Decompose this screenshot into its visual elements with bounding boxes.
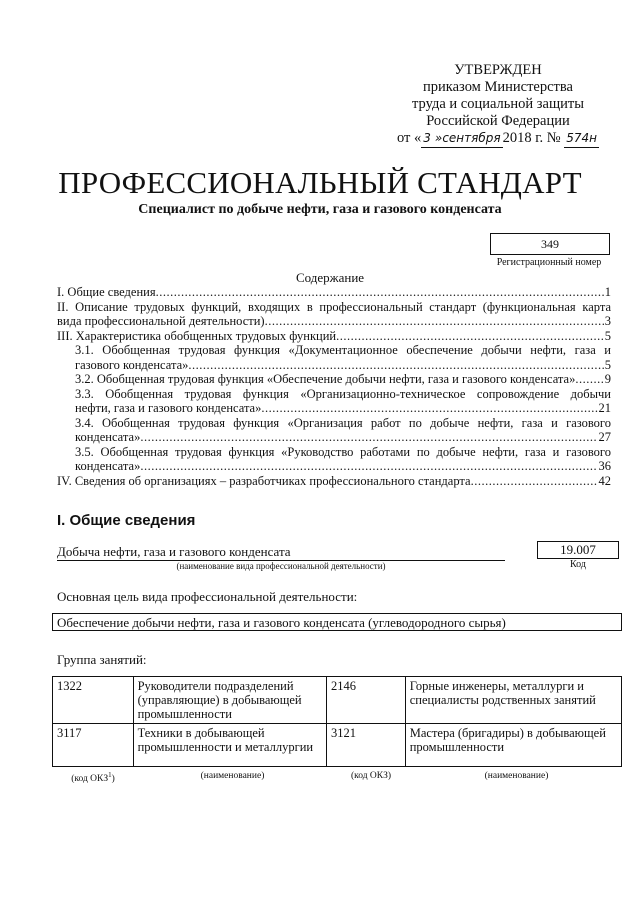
- toc-item[interactable]: 3.5. Обобщенная трудовая функция «Руководство работами по добыче нефти, газа и газового конденсата» ..... 36: [57, 445, 611, 474]
- page-title: ПРОФЕССИОНАЛЬНЫЙ СТАНДАРТ: [58, 165, 582, 200]
- activity-caption: (наименование вида профессиональной деятельности): [176, 561, 386, 571]
- table-of-contents: [57, 285, 611, 488]
- registration-number-label: Регистрационный номер: [496, 257, 602, 268]
- okz-code-cell: 3121: [327, 724, 406, 767]
- toc-item[interactable]: II. Описание трудовых функций, входящих в профессиональный стандарт (функциональная карта вида профессиональной деятельности) ..... 3: [57, 300, 611, 329]
- occupation-group-label: Группа занятий:: [57, 652, 147, 667]
- toc-item[interactable]: 3.1. Обобщенная трудовая функция «Документационное обеспечение добычи нефти, газа и газового конденсата» ..... 5: [57, 343, 611, 372]
- approval-block: [388, 62, 608, 148]
- okz-code-cell: 1322: [53, 677, 134, 724]
- toc-item[interactable]: 3.3. Обобщенная трудовая функция «Организационно-техническое сопровождение добычи нефти, газа и газового конденсата» ..... 21: [57, 387, 611, 416]
- activity-code-caption: Код: [570, 559, 586, 570]
- toc-item[interactable]: I. Общие сведения ..... 1: [57, 285, 611, 300]
- page-subtitle: Специалист по добыче нефти, газа и газового конденсата: [138, 202, 502, 217]
- handwritten-number: 574н: [564, 130, 599, 148]
- goal-box: Обеспечение добычи нефти, газа и газового конденсата (углеводородного сырья): [52, 613, 622, 631]
- approval-line: Российской Федерации: [426, 113, 570, 129]
- toc-item[interactable]: IV. Сведения об организациях – разработчиках профессионального стандарта ..... 42: [57, 474, 611, 489]
- toc-item[interactable]: III. Характеристика обобщенных трудовых функций ..... 5: [57, 329, 611, 344]
- date-prefix: от «: [396, 130, 422, 146]
- occupation-name-caption: (наименование): [484, 771, 549, 781]
- goal-label: Основная цель вида профессиональной деятельности:: [57, 589, 358, 604]
- activity-name: Добыча нефти, газа и газового конденсата: [57, 544, 505, 561]
- toc-title: Содержание: [295, 270, 365, 285]
- approval-line: труда и социальной защиты: [412, 96, 584, 112]
- approval-date-line: [388, 130, 608, 148]
- approval-line: приказом Министерства: [423, 79, 573, 95]
- occupation-name-caption: (наименование): [200, 771, 265, 781]
- okz-code-cell: 2146: [327, 677, 406, 724]
- okz-code-caption: (код ОКЗ): [350, 771, 392, 781]
- toc-item[interactable]: 3.4. Обобщенная трудовая функция «Организация работ по добыче нефти, газа и газового конденсата» ..... 27: [57, 416, 611, 445]
- table-row: [53, 677, 622, 724]
- occupation-name-cell: Горные инженеры, металлурги и специалисты родственных занятий: [405, 677, 621, 724]
- activity-code-box: 19.007: [537, 541, 619, 559]
- toc-item[interactable]: 3.2. Обобщенная трудовая функция «Обеспечение добычи нефти, газа и газового конденсата» ..... 9: [57, 372, 611, 387]
- occupation-name-cell: Мастера (бригадиры) в добывающей промышленности: [405, 724, 621, 767]
- table-row: [53, 724, 622, 767]
- handwritten-month: »сентября: [433, 130, 503, 148]
- occupation-name-cell: Техники в добывающей промышленности и металлургии: [133, 724, 326, 767]
- occupation-name-cell: Руководители подразделений (управляющие) в добывающей промышленности: [133, 677, 326, 724]
- section-heading: I. Общие сведения: [57, 512, 196, 529]
- occupation-table: [52, 676, 622, 767]
- date-year: 2018 г. №: [502, 130, 561, 146]
- registration-number-box: 349: [490, 233, 610, 255]
- approval-line: УТВЕРЖДЕН: [454, 62, 542, 78]
- okz-code-cell: 3117: [53, 724, 134, 767]
- okz-code-caption: (код ОКЗ$^1$): [71, 771, 115, 785]
- handwritten-day: 3: [421, 130, 433, 148]
